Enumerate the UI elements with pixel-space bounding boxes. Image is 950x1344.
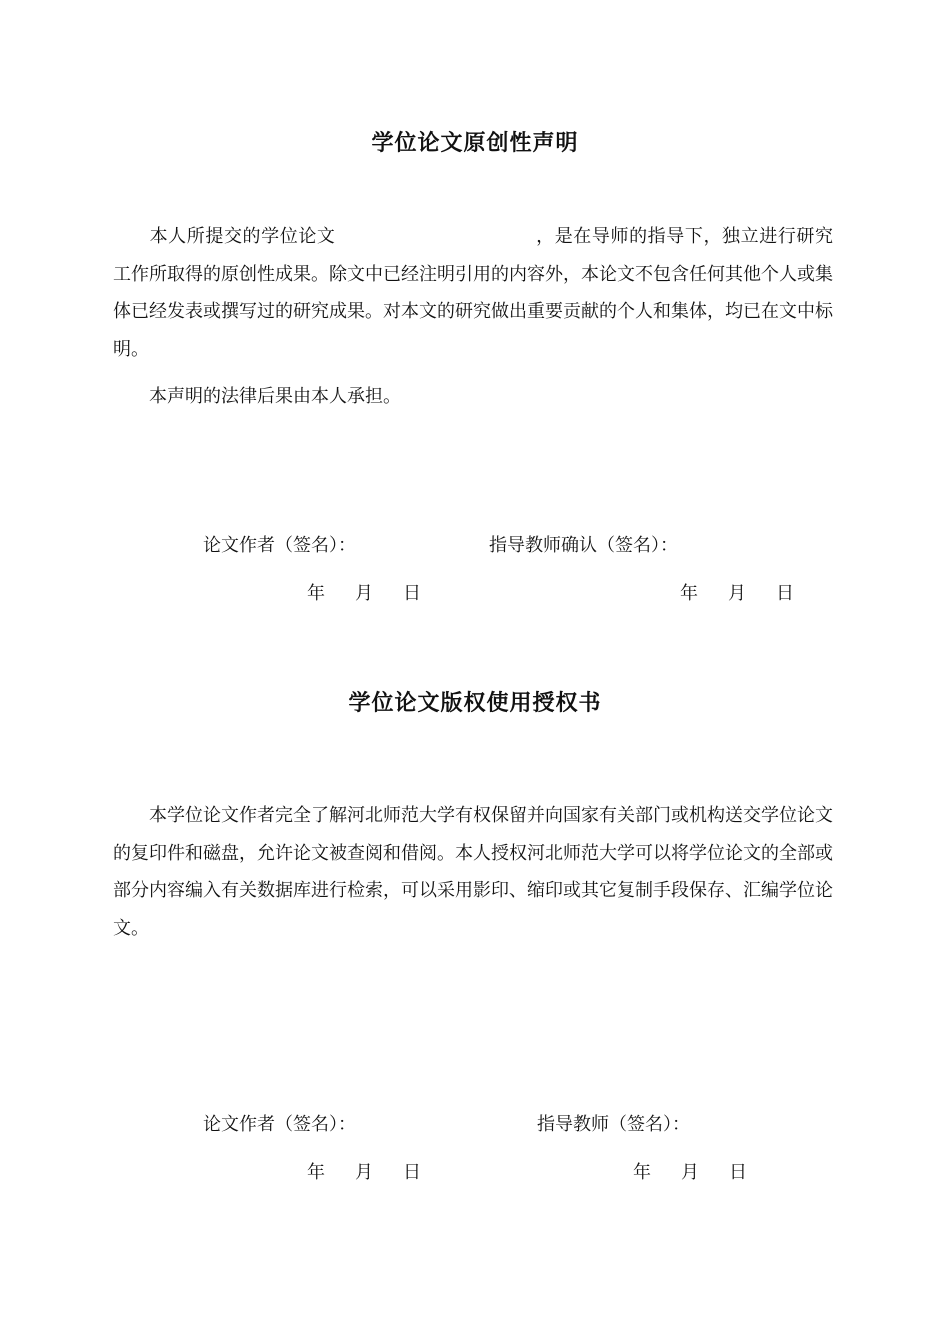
declaration-liability-text: 本声明的法律后果由本人承担。	[149, 386, 401, 407]
date-year-label: 年	[307, 583, 325, 604]
date-month-label: 月	[681, 1162, 699, 1183]
authorization-title: 学位论文版权使用授权书	[348, 691, 602, 716]
authorization-author-date	[307, 1158, 421, 1184]
date-year-label: 年	[680, 583, 698, 604]
declaration-advisor-date	[680, 579, 794, 605]
date-month-label: 月	[355, 1162, 373, 1183]
authorization-paragraph	[113, 797, 833, 947]
declaration-text-a: 本人所提交的学位论文	[149, 226, 336, 247]
date-month-label: 月	[728, 583, 746, 604]
declaration-liability-paragraph	[113, 378, 833, 416]
authorization-text: 本学位论文作者完全了解河北师范大学有权保留并向国家有关部门或机构送交学位论文的复印件和磁盘，允许论文被查阅和借阅。本人授权河北师范大学可以将学位论文的全部或部分内容编入有关数据库进行检索，可以采用影印、缩印或其它复制手段保存、汇编学位论文。	[113, 805, 833, 939]
authorization-advisor-signature-label: 指导教师（签名）：	[537, 1114, 690, 1135]
authorization-author-signature-label: 论文作者（签名）：	[203, 1114, 356, 1135]
authorization-advisor-date	[633, 1158, 747, 1184]
declaration-advisor-signature-label: 指导教师确认（签名）：	[489, 535, 678, 556]
date-month-label: 月	[355, 583, 373, 604]
date-day-label: 日	[403, 1162, 421, 1183]
date-year-label: 年	[307, 1162, 325, 1183]
date-day-label: 日	[729, 1162, 747, 1183]
declaration-text-b: ，是在导师的指导下，独立进行研究工作所取得的原创性成果。除文中已经注明引用的内容外，本论文不包含任何其他个人或集体已经发表或撰写过的研究成果。对本文的研究做出重要贡献的个人和集体，均已在文中标明。	[113, 226, 834, 360]
declaration-paragraph	[113, 218, 833, 368]
date-day-label: 日	[776, 583, 794, 604]
date-day-label: 日	[403, 583, 421, 604]
declaration-author-date	[307, 579, 421, 605]
declaration-title: 学位论文原创性声明	[371, 131, 579, 156]
declaration-author-signature-label: 论文作者（签名）：	[203, 535, 356, 556]
date-year-label: 年	[633, 1162, 651, 1183]
